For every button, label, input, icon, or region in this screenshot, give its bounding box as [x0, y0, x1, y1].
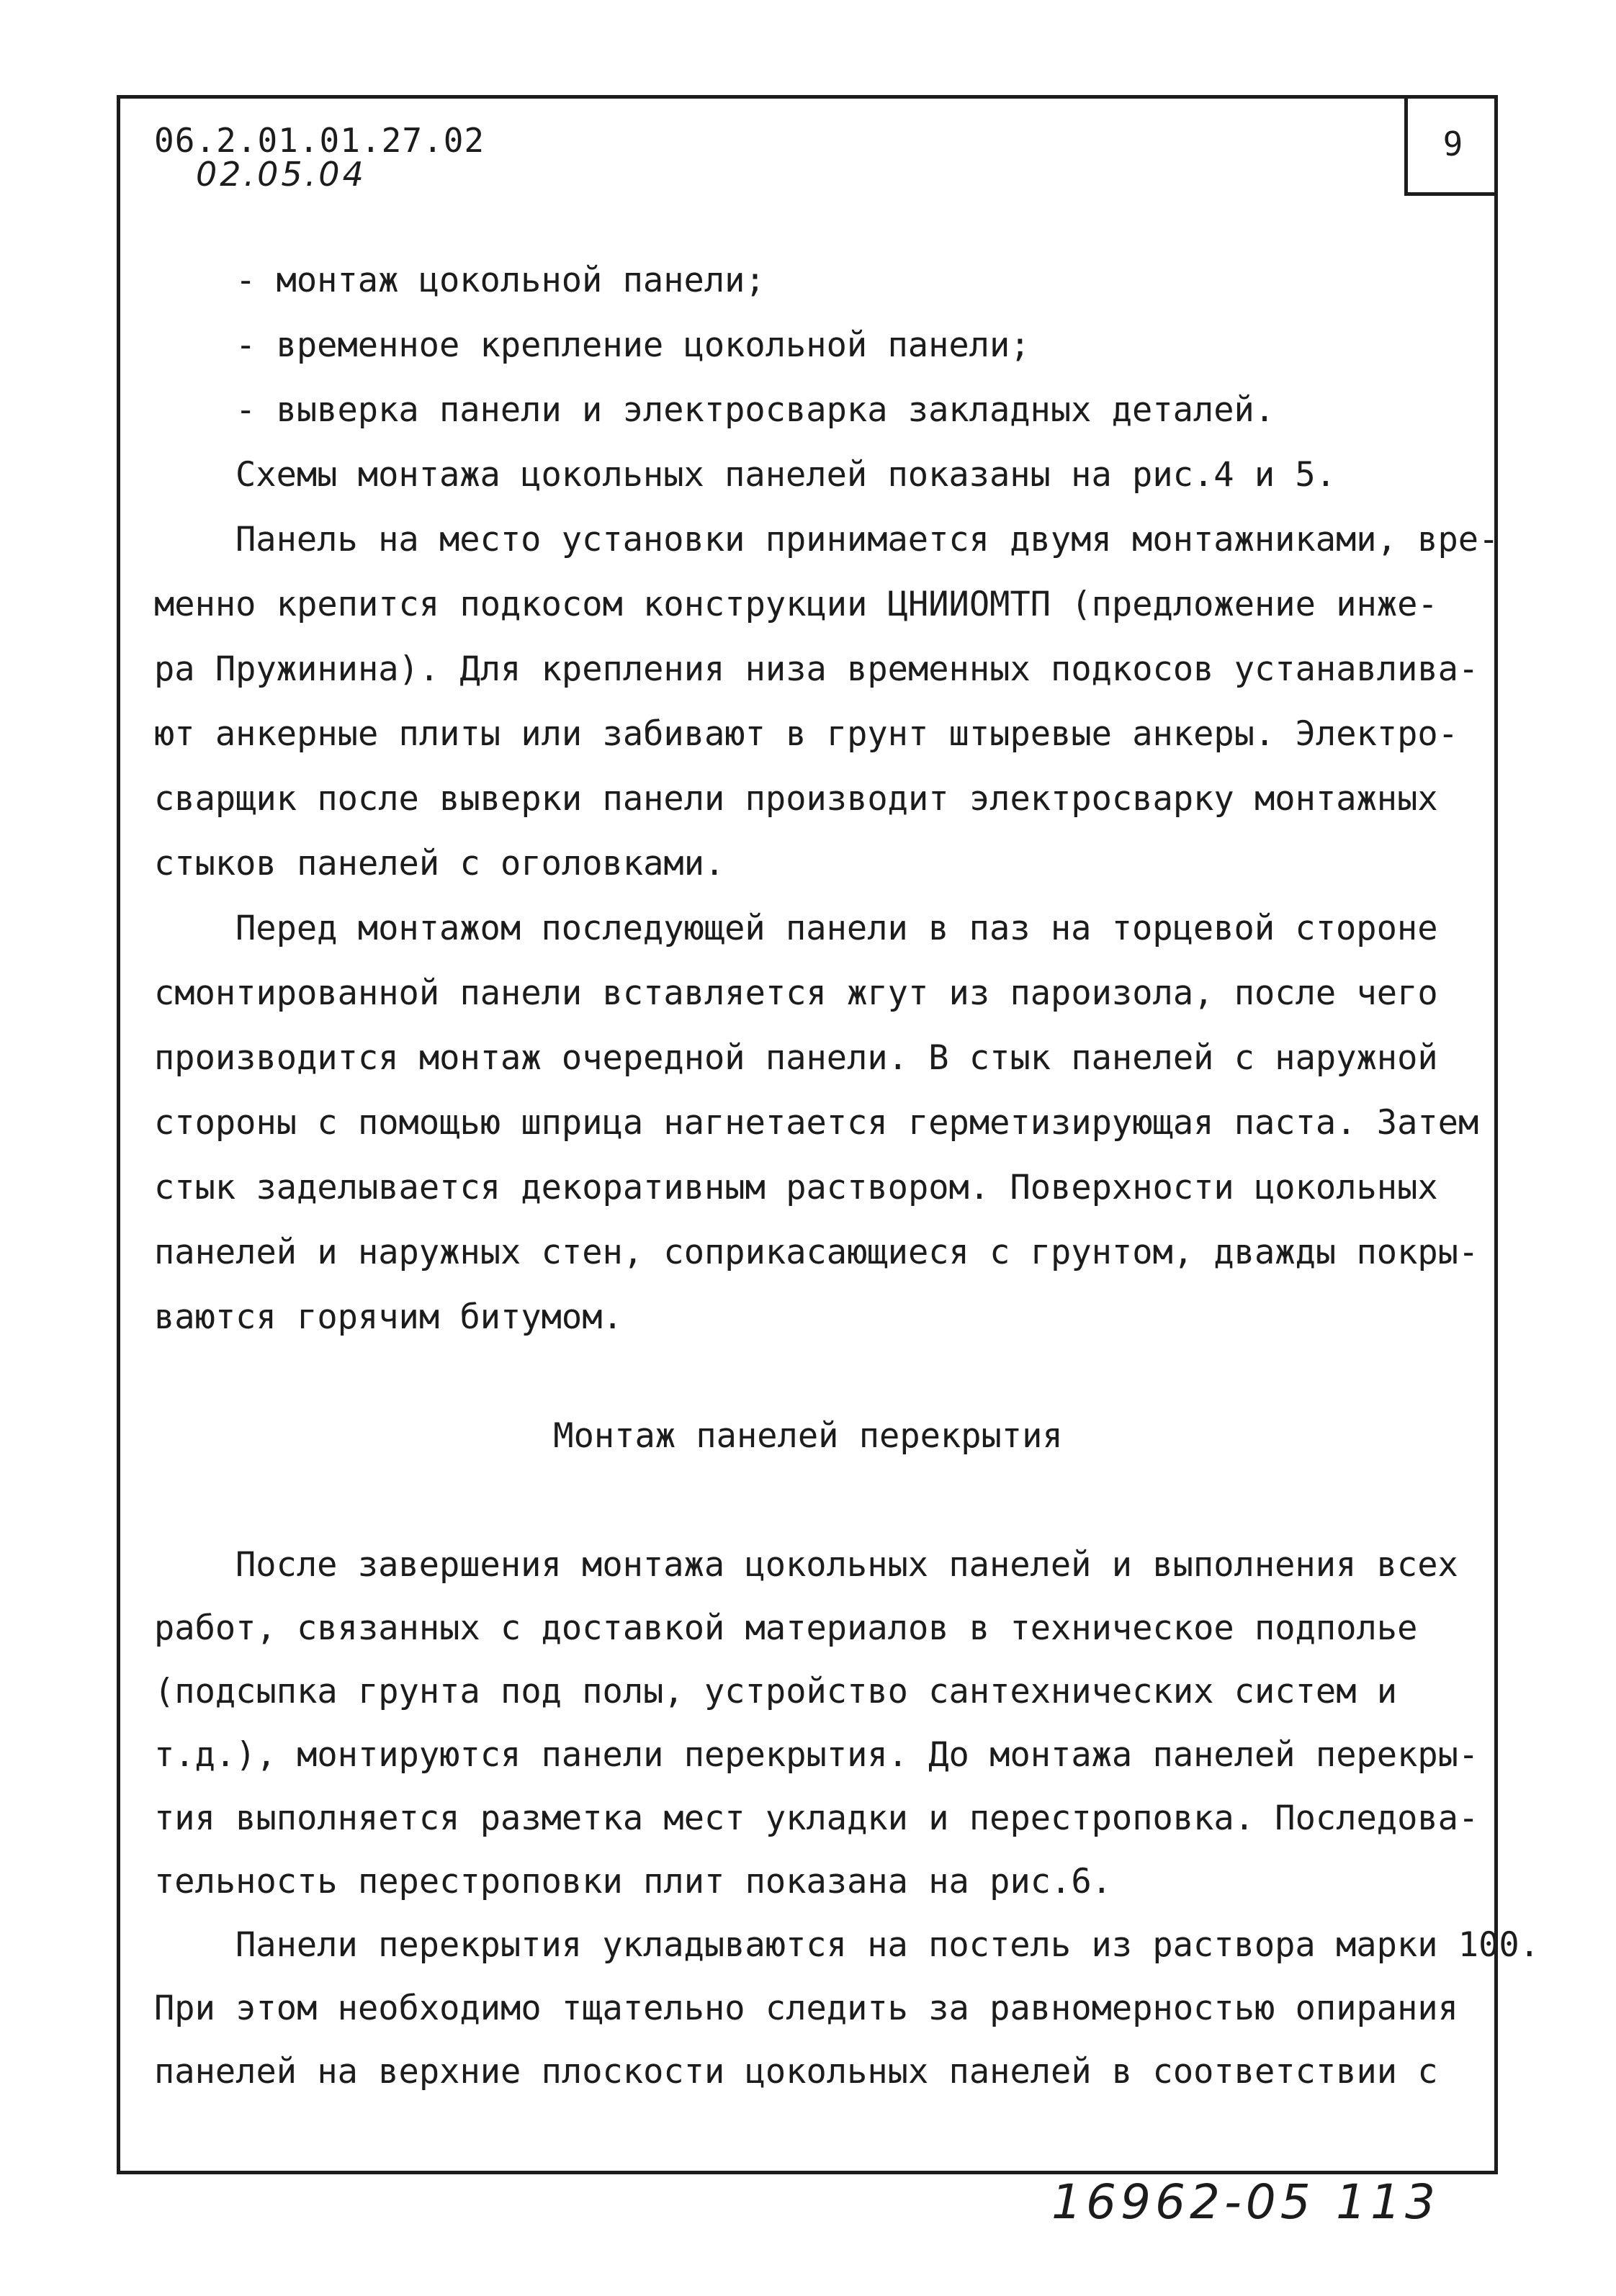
body-text-lower: [154, 1534, 1540, 2104]
paragraph-line: тия выполняется разметка мест укладки и перестроповка. Последова-: [154, 1798, 1479, 1838]
document-date: 02.05.04: [196, 155, 367, 194]
paragraph-line: Перед монтажом последующей панели в паз на торцевой стороне: [235, 909, 1438, 948]
paragraph-line: При этом необходимо тщательно следить за равномерностью опирания: [154, 1989, 1458, 2028]
list-item: - монтаж цокольной панели;: [235, 261, 766, 300]
paragraph-line: панелей на верхние плоскости цокольных панелей в соответствии с: [154, 2052, 1438, 2092]
paragraph-line: ваются горячим битумом.: [154, 1297, 623, 1337]
paragraph-line: Схемы монтажа цокольных панелей показаны на рис.4 и 5.: [235, 455, 1337, 495]
paragraph-line: Панель на место установки принимается двумя монтажниками, вре-: [235, 520, 1499, 559]
paragraph-line: стороны с помощью шприца нагнетается герметизирующая паста. Затем: [154, 1103, 1479, 1143]
paragraph-line: (подсыпка грунта под полы, устройство сантехнических систем и: [154, 1672, 1398, 1711]
page-number: 9: [1442, 124, 1463, 163]
body-text-upper: [154, 248, 1499, 1350]
inventory-code: 16962-05: [1051, 2174, 1315, 2230]
paragraph-line: ют анкерные плиты или забивают в грунт штыревые анкеры. Электро-: [154, 714, 1458, 754]
page-number-box: [1404, 95, 1498, 196]
paragraph-line: производится монтаж очередной панели. В стык панелей с наружной: [154, 1038, 1438, 1078]
paragraph-line: смонтированной панели вставляется жгут из пароизола, после чего: [154, 973, 1438, 1013]
paragraph-line: т.д.), монтируются панели перекрытия. До монтажа панелей перекры-: [154, 1735, 1479, 1775]
paragraph-line: тельность перестроповки плит показана на рис.6.: [154, 1862, 1112, 1901]
paragraph-line: работ, связанных с доставкой материалов в техническое подполье: [154, 1608, 1418, 1648]
paragraph-line: Панели перекрытия укладываются на постель из раствора марки 100.: [235, 1925, 1540, 1965]
paragraph-line: ра Пружинина). Для крепления низа временных подкосов устанавлива-: [154, 649, 1479, 689]
paragraph-line: панелей и наружных стен, соприкасающиеся с грунтом, дважды покры-: [154, 1233, 1479, 1272]
section-heading: Монтаж панелей перекрытия: [553, 1416, 1063, 1456]
paragraph-line: сварщик после выверки панели производит электросварку монтажных: [154, 779, 1438, 819]
paragraph-line: После завершения монтажа цокольных панелей и выполнения всех: [235, 1545, 1458, 1585]
sheet-number: 113: [1336, 2174, 1440, 2230]
list-item: - выверка панели и электросварка закладных деталей.: [235, 390, 1275, 430]
document-code: 06.2.01.01.27.02: [154, 121, 485, 160]
paragraph-line: стык заделывается декоративным раствором. Поверхности цокольных: [154, 1168, 1438, 1207]
list-item: - временное крепление цокольной панели;: [235, 325, 1031, 365]
paragraph-line: стыков панелей с оголовками.: [154, 844, 725, 883]
paragraph-line: менно крепится подкосом конструкции ЦНИИОМТП (предложение инже-: [154, 585, 1438, 624]
